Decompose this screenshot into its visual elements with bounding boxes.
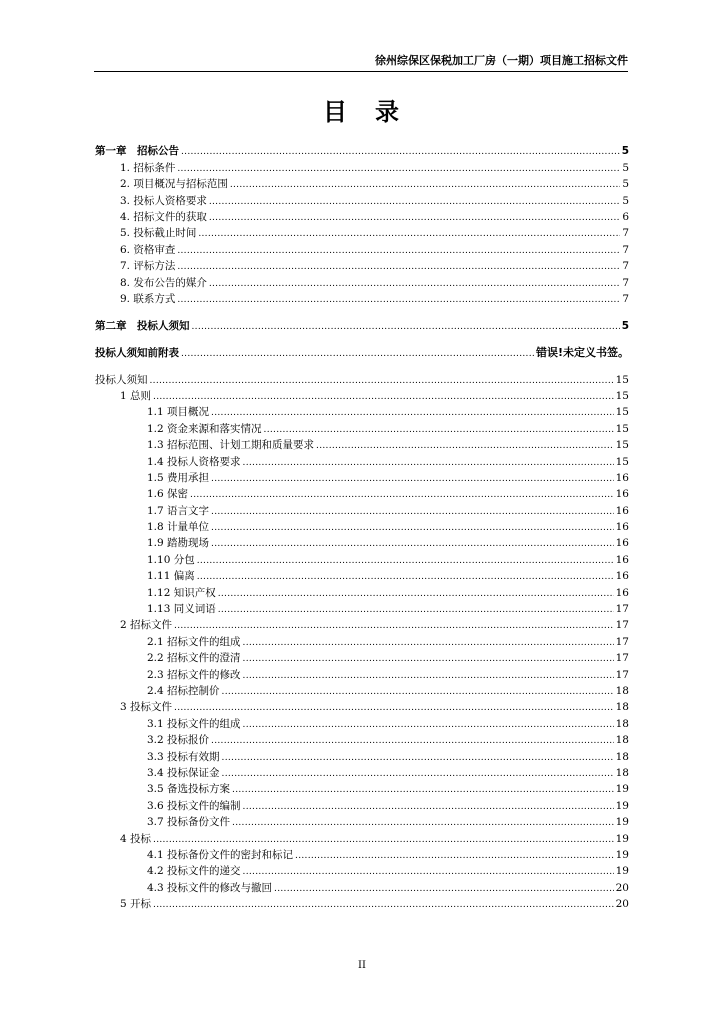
toc-entry-page: 18 [615, 685, 629, 697]
toc-entry-label: 1.5 费用承担 [147, 471, 210, 484]
toc-entry[interactable] [95, 650, 629, 666]
toc-entry[interactable] [95, 781, 629, 797]
toc-dot-leader [192, 320, 620, 334]
toc-entry-label: 1.12 知识产权 [147, 586, 216, 599]
toc-dot-leader [211, 505, 614, 519]
toc-entry[interactable] [95, 584, 629, 600]
toc-dot-leader [177, 293, 620, 307]
toc-entry[interactable] [95, 715, 629, 731]
toc-entry-label: 4.1 投标备份文件的密封和标记 [147, 848, 294, 861]
toc-entry-page: 17 [615, 668, 629, 681]
toc-dot-leader [232, 783, 614, 797]
toc-entry-label: 1.1 项目概况 [147, 406, 210, 419]
toc-dot-leader [197, 554, 614, 568]
toc-dot-leader [274, 882, 614, 896]
toc-entry-page: 15 [615, 373, 629, 386]
toc-entry[interactable] [95, 814, 629, 830]
toc-entry-page: 18 [615, 701, 629, 714]
toc-entry-page: 18 [615, 734, 629, 747]
toc-entry-label: 4.3 投标文件的修改与撤回 [147, 881, 273, 894]
toc-entry-label: 1. 招标条件 [120, 161, 176, 174]
toc-entry-page: 错误!未定义书签。 [535, 345, 629, 359]
toc-dot-leader [211, 734, 614, 748]
toc-entry-label: 1.6 保密 [147, 488, 189, 501]
toc-dot-leader [243, 636, 614, 650]
toc-dot-leader [153, 390, 614, 404]
toc-entry[interactable] [95, 143, 629, 159]
toc-entry-label: 3.2 投标报价 [147, 734, 210, 747]
toc-entry-page: 16 [615, 504, 629, 517]
toc-entry[interactable] [95, 535, 629, 551]
toc-entry-label: 投标人须知 [95, 373, 148, 386]
toc-entry-label: 4. 招标文件的获取 [120, 210, 207, 223]
toc-dot-leader [222, 751, 614, 765]
toc-entry[interactable] [95, 847, 629, 863]
toc-dot-leader [295, 849, 614, 863]
toc-entry-label: 3 投标文件 [120, 701, 173, 714]
toc-entry-label: 投标人须知前附表 [95, 346, 179, 359]
toc-entry[interactable] [95, 258, 629, 274]
toc-entry-page: 16 [615, 586, 629, 599]
toc-dot-leader [264, 423, 614, 437]
toc-dot-leader [174, 619, 614, 633]
toc-entry-page: 7 [622, 276, 629, 289]
toc-dot-leader [316, 439, 614, 453]
toc-entry[interactable] [95, 420, 629, 436]
toc-dot-leader [190, 488, 614, 502]
toc-entry[interactable] [95, 666, 629, 682]
toc-dot-leader [177, 244, 620, 258]
toc-gap [95, 307, 629, 318]
table-of-contents [95, 143, 629, 912]
toc-dot-leader [211, 521, 614, 535]
toc-entry-label: 1.3 招标范围、计划工期和质量要求 [147, 439, 315, 452]
toc-entry-label: 1.10 分包 [147, 553, 195, 566]
toc-dot-leader [153, 833, 614, 847]
toc-entry[interactable] [95, 830, 629, 846]
toc-entry-page: 19 [615, 865, 629, 878]
toc-dot-leader [177, 162, 620, 176]
toc-entry-page: 19 [615, 816, 629, 829]
toc-entry-label: 8. 发布公告的媒介 [120, 276, 207, 289]
toc-title: 目 录 [323, 98, 401, 126]
toc-dot-leader [177, 260, 620, 274]
toc-entry-page: 17 [615, 635, 629, 648]
toc-entry-label: 1 总则 [120, 389, 152, 402]
toc-entry-page: 19 [615, 848, 629, 861]
toc-entry-page: 20 [615, 881, 629, 894]
toc-entry[interactable] [95, 437, 629, 453]
toc-entry-label: 2. 项目概况与招标范围 [120, 178, 228, 191]
toc-entry-label: 3.7 投标备份文件 [147, 816, 231, 829]
toc-entry[interactable] [95, 551, 629, 567]
toc-entry[interactable] [95, 291, 629, 307]
toc-entry-label: 2.1 招标文件的组成 [147, 635, 241, 648]
toc-entry-label: 1.2 资金来源和落实情况 [147, 422, 262, 435]
toc-dot-leader [174, 701, 614, 715]
toc-entry[interactable] [95, 601, 629, 617]
toc-entry[interactable] [95, 388, 629, 404]
toc-entry[interactable] [95, 896, 629, 912]
toc-entry[interactable] [95, 502, 629, 518]
toc-entry-label: 3.5 备选投标方案 [147, 783, 231, 796]
toc-entry[interactable] [95, 241, 629, 257]
toc-dot-leader [232, 816, 614, 830]
toc-entry-label: 3.3 投标有效期 [147, 750, 220, 763]
toc-entry-label: 2.3 招标文件的修改 [147, 668, 241, 681]
toc-entry-page: 17 [615, 619, 629, 632]
toc-dot-leader [243, 718, 614, 732]
toc-dot-leader [218, 587, 614, 601]
toc-dot-leader [209, 195, 620, 209]
toc-entry[interactable] [95, 879, 629, 895]
toc-entry-page: 5 [621, 145, 629, 158]
toc-dot-leader [230, 178, 620, 192]
toc-entry-page: 19 [615, 832, 629, 845]
toc-entry[interactable] [95, 404, 629, 420]
toc-entry[interactable] [95, 633, 629, 649]
toc-dot-leader [181, 145, 620, 159]
toc-entry-label: 2 招标文件 [120, 619, 173, 632]
toc-entry[interactable] [95, 159, 629, 175]
toc-entry-page: 7 [622, 243, 629, 256]
toc-entry-label: 第二章 投标人须知 [95, 319, 190, 332]
toc-entry-label: 1.11 偏离 [147, 570, 195, 583]
toc-entry-label: 5. 投标截止时间 [120, 227, 197, 240]
toc-dot-leader [218, 603, 614, 617]
toc-entry-page: 5 [621, 319, 629, 332]
toc-entry[interactable] [95, 344, 629, 360]
toc-entry-page: 15 [615, 389, 629, 402]
toc-entry-page: 19 [615, 783, 629, 796]
toc-entry[interactable] [95, 453, 629, 469]
page-number: II [358, 960, 366, 971]
toc-entry[interactable] [95, 863, 629, 879]
toc-entry-label: 1.8 计量单位 [147, 521, 210, 534]
toc-dot-leader [198, 227, 620, 241]
toc-dot-leader [209, 277, 620, 291]
toc-entry-page: 5 [622, 178, 629, 191]
toc-entry-page: 17 [615, 603, 629, 616]
toc-dot-leader [209, 211, 620, 225]
toc-entry-label: 2.2 招标文件的澄清 [147, 652, 241, 665]
toc-entry-label: 第一章 招标公告 [95, 145, 179, 158]
toc-entry[interactable] [95, 683, 629, 699]
toc-entry[interactable] [95, 568, 629, 584]
toc-entry-label: 2.4 招标控制价 [147, 685, 220, 697]
toc-entry-page: 16 [615, 537, 629, 550]
toc-entry-label: 4 投标 [120, 832, 152, 845]
toc-entry-page: 16 [615, 471, 629, 484]
toc-entry-label: 3.6 投标文件的编制 [147, 799, 241, 812]
toc-entry-page: 5 [622, 194, 629, 207]
toc-entry-page: 15 [615, 439, 629, 452]
toc-dot-leader [243, 865, 614, 879]
toc-entry[interactable] [95, 371, 629, 387]
toc-entry[interactable] [95, 192, 629, 208]
toc-entry-page: 7 [622, 260, 629, 273]
toc-entry-label: 1.7 语言文字 [147, 504, 210, 517]
toc-dot-leader [222, 685, 614, 699]
toc-entry-label: 3.4 投标保证金 [147, 766, 220, 779]
toc-entry-page: 15 [615, 455, 629, 468]
toc-entry-page: 18 [615, 717, 629, 730]
toc-entry[interactable] [95, 317, 629, 333]
toc-entry-label: 5 开标 [120, 898, 152, 911]
toc-entry[interactable] [95, 748, 629, 764]
toc-entry-label: 4.2 投标文件的递交 [147, 865, 241, 878]
toc-entry-page: 7 [622, 227, 629, 240]
toc-entry[interactable] [95, 209, 629, 225]
toc-entry[interactable] [95, 617, 629, 633]
toc-dot-leader [243, 652, 614, 666]
toc-entry-label: 3. 投标人资格要求 [120, 194, 207, 207]
toc-entry-page: 18 [615, 766, 629, 779]
toc-dot-leader [222, 767, 614, 781]
toc-entry[interactable] [95, 486, 629, 502]
toc-entry-page: 16 [615, 553, 629, 566]
toc-entry-page: 16 [615, 570, 629, 583]
toc-entry-label: 1.9 踏勘现场 [147, 537, 210, 550]
toc-dot-leader [153, 898, 614, 912]
toc-entry[interactable] [95, 732, 629, 748]
toc-entry[interactable] [95, 519, 629, 535]
toc-entry-label: 6. 资格审查 [120, 243, 176, 256]
toc-dot-leader [243, 456, 614, 470]
toc-gap [95, 334, 629, 345]
toc-entry[interactable] [95, 225, 629, 241]
toc-entry-page: 17 [615, 652, 629, 665]
toc-gap [95, 361, 629, 372]
toc-entry-page: 16 [615, 521, 629, 534]
toc-entry[interactable] [95, 176, 629, 192]
document-header: 徐州综保区保税加工厂房（一期）项目施工招标文件 [94, 52, 628, 72]
toc-entry[interactable] [95, 797, 629, 813]
toc-entry-label: 9. 联系方式 [120, 292, 176, 305]
toc-dot-leader [211, 537, 614, 551]
toc-entry-page: 15 [615, 406, 629, 419]
toc-entry-page: 5 [622, 161, 629, 174]
toc-dot-leader [243, 669, 614, 683]
toc-entry-page: 15 [615, 422, 629, 435]
toc-entry-label: 1.4 投标人资格要求 [147, 455, 241, 468]
toc-entry[interactable] [95, 274, 629, 290]
toc-entry-label: 7. 评标方法 [120, 260, 176, 273]
toc-entry[interactable] [95, 699, 629, 715]
toc-dot-leader [211, 406, 614, 420]
toc-dot-leader [181, 347, 534, 361]
toc-dot-leader [150, 374, 614, 388]
toc-entry-page: 19 [615, 799, 629, 812]
toc-dot-leader [243, 800, 614, 814]
toc-entry-page: 16 [615, 488, 629, 501]
toc-entry-label: 3.1 投标文件的组成 [147, 717, 241, 730]
toc-entry[interactable] [95, 765, 629, 781]
toc-entry-page: 18 [615, 750, 629, 763]
toc-entry-page: 6 [622, 210, 629, 223]
toc-entry-label: 1.13 同义词语 [147, 603, 216, 616]
toc-entry-page: 20 [615, 898, 629, 911]
toc-entry[interactable] [95, 470, 629, 486]
toc-dot-leader [211, 472, 614, 486]
toc-dot-leader [197, 570, 614, 584]
toc-entry-page: 7 [622, 292, 629, 305]
